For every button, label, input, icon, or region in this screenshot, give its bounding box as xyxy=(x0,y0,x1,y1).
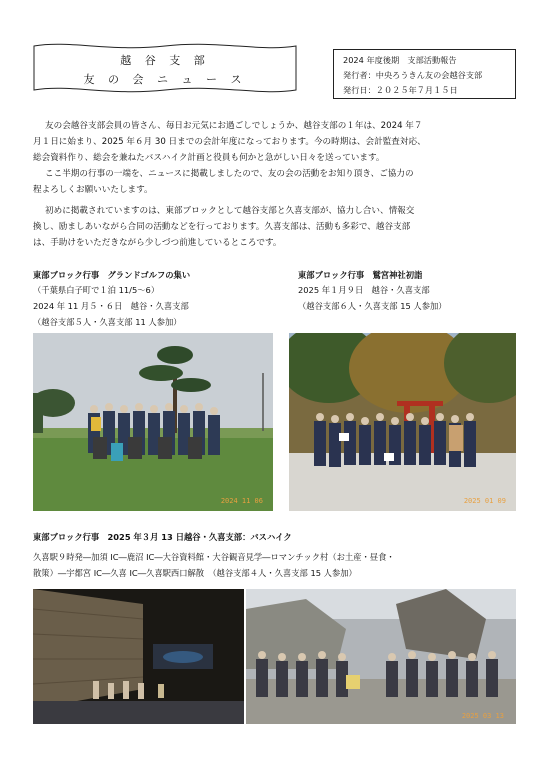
shrine-event-date: 2025 年１月９日 越谷・久喜支部 xyxy=(298,285,430,295)
banner-title-line2: 友 の 会 ニ ュ ー ス xyxy=(83,73,247,86)
bus-event-route-line2: 散策）―宇都宮 IC―久喜 IC―久喜駅西口解散 （越谷支部４人・久喜支部 15 人参加） xyxy=(33,568,357,578)
intro-line-7: 換し、励ましあいながら合同の活動などを行っております。久喜支部は、活動も多彩で、越谷支部 xyxy=(33,222,411,232)
title-banner xyxy=(30,38,300,98)
romantic-village-group-photo xyxy=(246,589,516,724)
issue-period: 2024 年度後期 支部活動報告 xyxy=(343,55,457,65)
shrine-photo-date-stamp: 2025 01 09 xyxy=(463,497,506,505)
intro-line-6: 初めに掲載されていますのは、東部ブロックとして越谷支部と久喜支部が、協力し合い、情報交 xyxy=(45,206,415,216)
oya-museum-photo xyxy=(33,589,244,724)
golf-event-place: （千葉県白子町で１泊 11/5～6） xyxy=(33,285,160,295)
intro-line-3: 総会資料作り、総会を兼ねたバスハイク計画と役員も何かと急がしい日々を送っています。 xyxy=(33,153,385,163)
issue-publisher: 発行者：中央ろうきん友の会越谷支部 xyxy=(343,70,483,80)
shrine-event-members: （越谷支部６人・久喜支部 15 人参加） xyxy=(298,301,447,311)
bus-photo-date-stamp: 2025 03 13 xyxy=(461,712,504,720)
intro-line-2: 月１日に始まり、2025 年６月 30 日までの会計年度になっております。今の時期は、会計監査対応、 xyxy=(33,137,426,147)
shrine-event-title: 東部ブロック行事 鷲宮神社初詣 xyxy=(298,270,423,280)
issue-info-box xyxy=(333,49,516,99)
scroll-banner-shape xyxy=(30,38,300,98)
intro-line-4: ここ半期の行事の一端を、ニュースに掲載しましたので、友の会の活動をお知り頂き、ご協力の xyxy=(45,169,414,179)
golf-photo-date-stamp: 2024 11 06 xyxy=(220,497,263,505)
bus-event-title: 東部ブロック行事 2025 年３月 13 日越谷・久喜支部：バスハイク xyxy=(33,532,292,542)
bus-event-route-line1: 久喜駅９時発―加須 IC―鹿沼 IC―大谷資料館・大谷観音見学―ロマンチック村（お土産・昼食・ xyxy=(33,552,395,562)
golf-event-date: 2024 年 11 月５・６日 越谷・久喜支部 xyxy=(33,301,189,311)
banner-title-line1: 越 谷 支 部 xyxy=(120,54,210,67)
shrine-group-photo xyxy=(289,333,516,511)
intro-line-1: 友の会越谷支部会員の皆さん、毎日お元気にお過ごしでしょうか、越谷支部の１年は、2024 年７ xyxy=(45,121,423,131)
intro-line-5: 程よろしくお願いいたします。 xyxy=(33,185,153,195)
golf-group-photo xyxy=(33,333,273,511)
issue-date: 発行日：２０２５年７月１５日 xyxy=(343,85,458,95)
intro-line-8: は、手助けをいただきながら少しづつ前進しているところです。 xyxy=(33,238,282,248)
golf-event-members: （越谷支部５人・久喜支部 11 人参加） xyxy=(33,317,182,327)
golf-event-title: 東部ブロック行事 グランドゴルフの集い xyxy=(33,270,191,280)
